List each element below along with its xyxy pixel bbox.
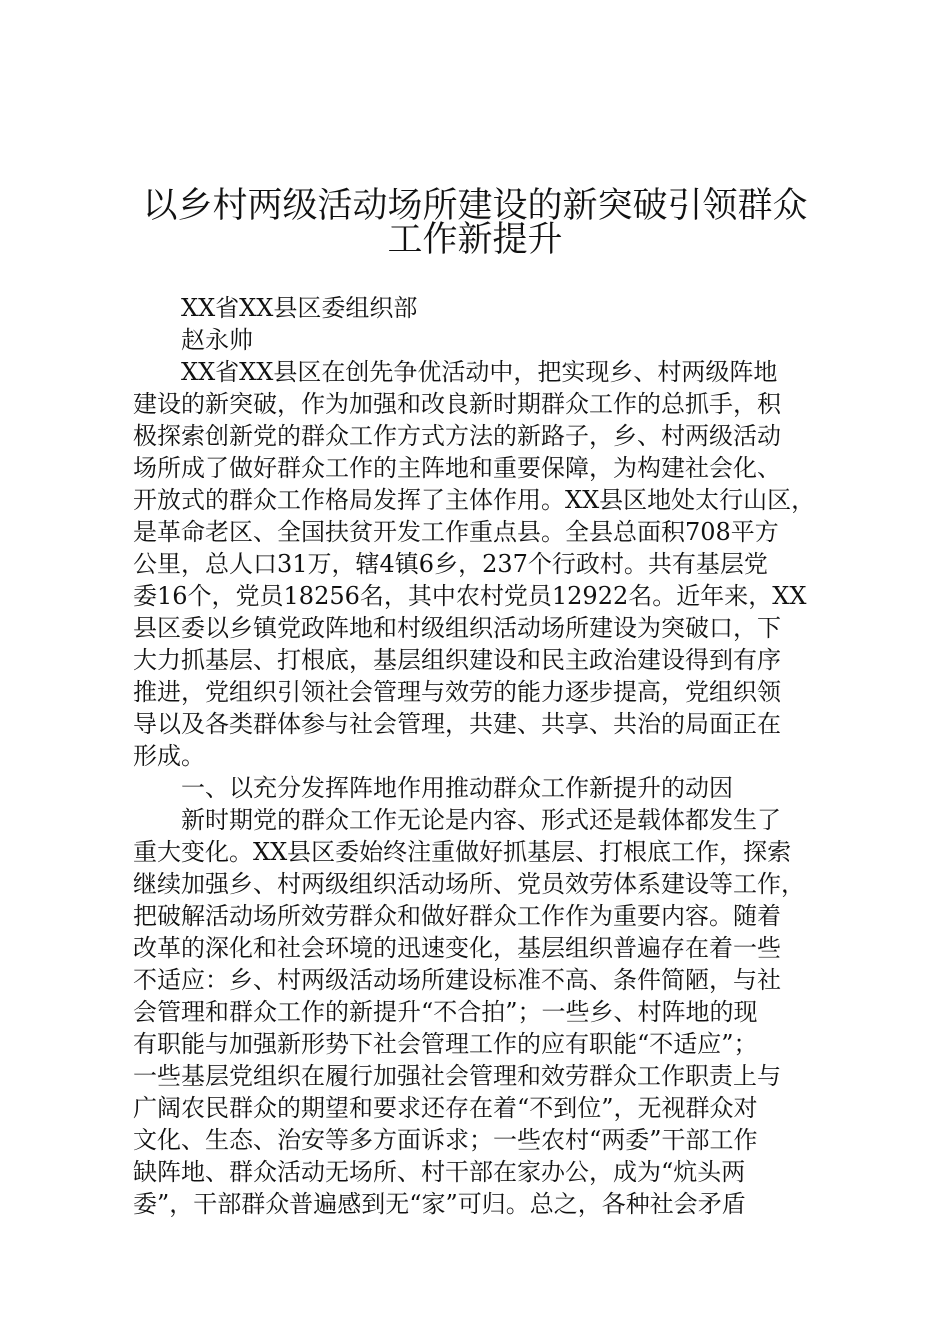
text-line: 把破解活动场所效劳群众和做好群众工作作为重要内容。随着 [133,902,781,930]
text-line: 会管理和群众工作的新提升“不合拍”；一些乡、村阵地的现 [133,998,758,1026]
text-line: 广阔农民群众的期望和要求还存在着“不到位”，无视群众对 [133,1094,758,1122]
text-line: 改革的深化和社会环境的迅速变化，基层组织普遍存在着一些 [133,934,781,962]
text-line: 缺阵地、群众活动无场所、村干部在家办公，成为“炕头两 [133,1158,746,1186]
paragraph-lines [133,356,833,1220]
text-line: 一、以充分发挥阵地作用推动群众工作新提升的动因 [181,774,733,802]
text-line: 场所成了做好群众工作的主阵地和重要保障，为构建社会化、 [133,454,781,482]
document-title-line-1: 以乡村两级活动场所建设的新突破引领群众 [142,186,808,226]
text-line: 重大变化。XX县区委始终注重做好抓基层、打根底工作，探索 [133,838,792,866]
text-line: 大力抓基层、打根底，基层组织建设和民主政治建设得到有序 [133,646,781,674]
text-line: 是革命老区、全国扶贫开发工作重点县。全县总面积708平方 [133,518,779,546]
text-line: 推进，党组织引领社会管理与效劳的能力逐步提高，党组织领 [133,678,781,706]
text-line: 继续加强乡、村两级组织活动场所、党员效劳体系建设等工作， [133,870,805,898]
text-line: XX省XX县区在创先争优活动中，把实现乡、村两级阵地 [181,358,778,386]
text-line: 极探索创新党的群众工作方式方法的新路子，乡、村两级活动 [133,422,781,450]
author-name: 赵永帅 [181,326,253,354]
document-title-line-2: 工作新提升 [387,220,563,260]
text-line: 委”，干部群众普遍感到无“家”可归。总之，各种社会矛盾 [133,1190,746,1218]
author-org: XX省XX县区委组织部 [181,294,418,322]
text-line: 县区委以乡镇党政阵地和村级组织活动场所建设为突破口，下 [133,614,781,642]
document-body [133,292,833,1220]
text-line: 公里，总人口31万，辖4镇6乡，237个行政村。共有基层党 [133,550,768,578]
text-line: 有职能与加强新形势下社会管理工作的应有职能“不适应”； [133,1030,758,1058]
text-line: 不适应：乡、村两级活动场所建设标准不高、条件简陋，与社 [133,966,781,994]
text-line: 一些基层党组织在履行加强社会管理和效劳群众工作职责上与 [133,1062,781,1090]
text-line: 文化、生态、治安等多方面诉求；一些农村“两委”干部工作 [133,1126,758,1154]
text-line: 委16个，党员18256名，其中农村党员12922名。近年来，XX [133,582,807,610]
text-line: 开放式的群众工作格局发挥了主体作用。XX县区地处太行山区， [133,486,816,514]
text-line: 建设的新突破，作为加强和改良新时期群众工作的总抓手，积 [133,390,781,418]
text-line: 形成。 [133,742,205,770]
text-line: 新时期党的群众工作无论是内容、形式还是载体都发生了 [181,806,781,834]
text-line: 导以及各类群体参与社会管理，共建、共享、共治的局面正在 [133,710,781,738]
